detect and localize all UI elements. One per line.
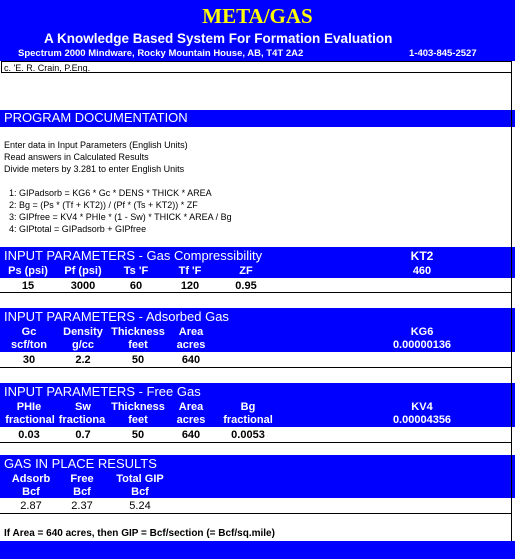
unit-total: Bcf bbox=[131, 486, 149, 498]
total-gip-result: 5.24 bbox=[129, 500, 151, 512]
unit-thickness: feet bbox=[128, 414, 148, 426]
col-header-ps: Ps (psi) bbox=[8, 265, 48, 277]
kg6-value[interactable]: 0.00000136 bbox=[392, 339, 452, 351]
row-divider bbox=[0, 292, 512, 293]
equation-line: 4: GIPtotal = GIPadsorb + GIPfree bbox=[9, 224, 147, 234]
ts-value[interactable]: 60 bbox=[129, 280, 143, 292]
gc-value[interactable]: 30 bbox=[22, 354, 36, 366]
results-note: If Area = 640 acres, then GIP = Bcf/section (= Bcf/sq.mile) bbox=[4, 528, 275, 539]
col-header-density: Density bbox=[63, 326, 103, 338]
kt2-label: KT2 bbox=[410, 249, 434, 263]
adsorb-result: 2.87 bbox=[20, 500, 42, 512]
results-header bbox=[0, 455, 515, 498]
equation-line: 2: Bg = (Ps * (Tf + KT2)) / (Pf * (Ts + KT2)) * ZF bbox=[9, 200, 198, 210]
gas-compressibility-header bbox=[0, 247, 515, 278]
col-header-gc: Gc bbox=[21, 326, 37, 338]
unit-area: acres bbox=[176, 339, 206, 351]
col-header-zf: ZF bbox=[239, 265, 253, 277]
unit-bg: fractional bbox=[223, 414, 273, 426]
col-header-thickness: Thickness bbox=[111, 326, 165, 338]
density-value[interactable]: 2.2 bbox=[75, 354, 91, 366]
company-address: Spectrum 2000 Mindware, Rocky Mountain House, AB, T4T 2A2 bbox=[18, 48, 304, 59]
thickness-value[interactable]: 50 bbox=[131, 429, 145, 441]
kv4-label: KV4 bbox=[411, 401, 433, 413]
kg6-label: KG6 bbox=[410, 326, 434, 338]
results-title: GAS IN PLACE RESULTS bbox=[4, 456, 157, 471]
pf-value[interactable]: 3000 bbox=[70, 280, 96, 292]
col-header-area: Area bbox=[178, 401, 204, 413]
tf-value[interactable]: 120 bbox=[180, 280, 200, 292]
free-result: 2.37 bbox=[71, 500, 93, 512]
equation-line: 3: GIPfree = KV4 * PHIe * (1 - Sw) * THICK * AREA / Bg bbox=[9, 212, 232, 222]
doc-section-header bbox=[0, 110, 515, 127]
sw-value[interactable]: 0.7 bbox=[75, 429, 91, 441]
doc-section-title: PROGRAM DOCUMENTATION bbox=[4, 110, 188, 125]
adsorbed-gas-title: INPUT PARAMETERS - Adsorbed Gas bbox=[4, 309, 229, 324]
zf-value[interactable]: 0.95 bbox=[235, 280, 257, 292]
area-value[interactable]: 640 bbox=[181, 354, 201, 366]
col-header-free: Free bbox=[70, 473, 94, 485]
app-subtitle: A Knowledge Based System For Formation Evaluation bbox=[44, 31, 393, 46]
unit-thickness: feet bbox=[128, 339, 148, 351]
ps-value[interactable]: 15 bbox=[21, 280, 35, 292]
kt2-value[interactable]: 460 bbox=[412, 265, 432, 277]
unit-density: g/cc bbox=[71, 339, 94, 351]
equation-line: 1: GIPadsorb = KG6 * Gc * DENS * THICK * AREA bbox=[9, 188, 212, 198]
unit-area: acres bbox=[176, 414, 206, 426]
col-header-phie: PHIe bbox=[16, 401, 42, 413]
col-header-bg: Bg bbox=[240, 401, 256, 413]
col-header-thickness: Thickness bbox=[111, 401, 165, 413]
copyright-cell[interactable]: c. 'E. R. Crain, P.Eng. bbox=[1, 61, 512, 73]
doc-line: Read answers in Calculated Results bbox=[4, 152, 149, 162]
unit-sw: fractiona bbox=[58, 414, 106, 426]
row-divider bbox=[0, 442, 512, 443]
kv4-value[interactable]: 0.00004356 bbox=[392, 414, 452, 426]
doc-line: Enter data in Input Parameters (English Units) bbox=[4, 140, 188, 150]
unit-gc: scf/ton bbox=[10, 339, 48, 351]
col-header-tf: Tf 'F bbox=[178, 265, 202, 277]
sheet-right-border bbox=[511, 61, 512, 541]
col-header-pf: Pf (psi) bbox=[64, 265, 102, 277]
unit-phie: fractional bbox=[5, 414, 55, 426]
unit-free: Bcf bbox=[73, 486, 91, 498]
company-phone: 1-403-845-2527 bbox=[409, 48, 477, 59]
bg-value[interactable]: 0.0053 bbox=[231, 429, 265, 441]
phie-value[interactable]: 0.03 bbox=[18, 429, 40, 441]
free-gas-header bbox=[0, 383, 515, 427]
col-header-sw: Sw bbox=[75, 401, 91, 413]
col-header-total-gip: Total GIP bbox=[116, 473, 164, 485]
col-header-adsorb: Adsorb bbox=[11, 473, 51, 485]
area-value[interactable]: 640 bbox=[181, 429, 201, 441]
adsorbed-gas-header bbox=[0, 308, 515, 352]
footer-band bbox=[0, 541, 515, 559]
unit-adsorb: Bcf bbox=[22, 486, 40, 498]
row-divider bbox=[0, 367, 512, 368]
app-title: META/GAS bbox=[202, 4, 313, 28]
free-gas-title: INPUT PARAMETERS - Free Gas bbox=[4, 384, 201, 399]
gas-compressibility-title: INPUT PARAMETERS - Gas Compressibility bbox=[4, 248, 263, 263]
thickness-value[interactable]: 50 bbox=[131, 354, 145, 366]
doc-line: Divide meters by 3.281 to enter English Units bbox=[4, 164, 185, 174]
row-divider bbox=[0, 513, 512, 514]
col-header-area: Area bbox=[178, 326, 204, 338]
col-header-ts: Ts 'F bbox=[123, 265, 149, 277]
